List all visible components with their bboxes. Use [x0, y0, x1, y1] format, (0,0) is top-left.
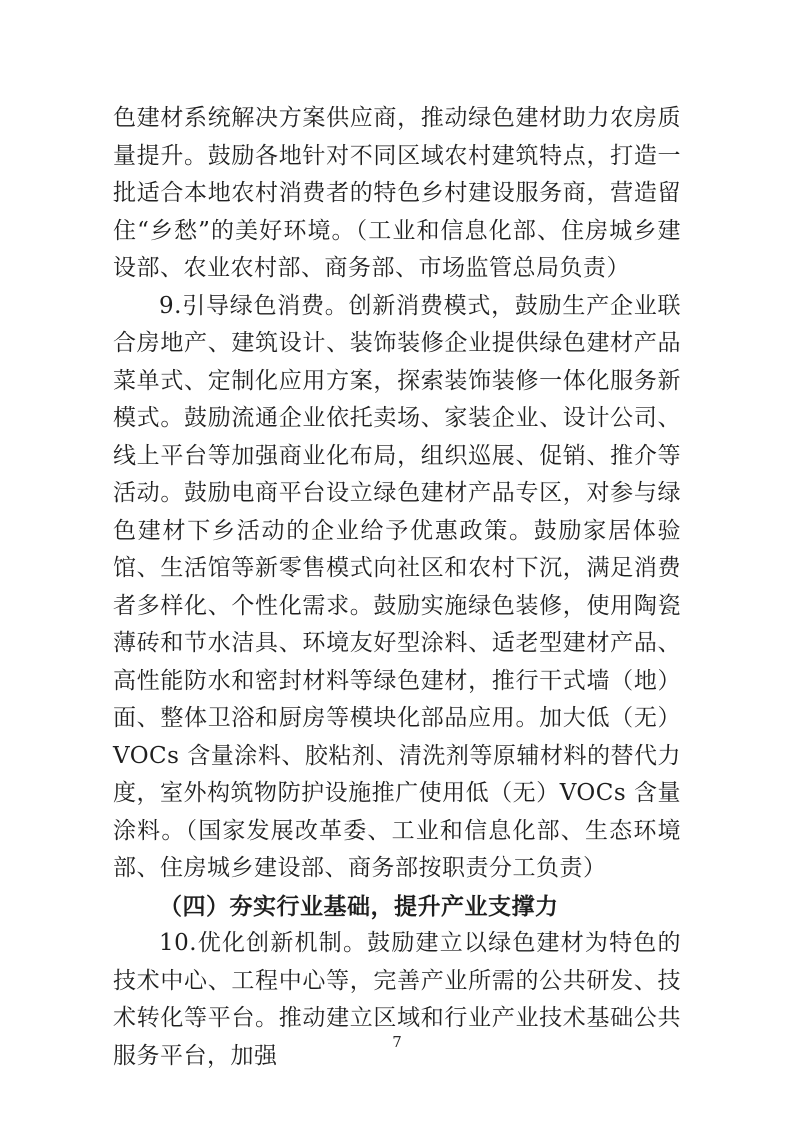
paragraph-item-9-green-consumption: 9.引导绿色消费。创新消费模式，鼓励生产企业联合房地产、建筑设计、装饰装修企业提供绿色建材产品菜单式、定制化应用方案，探索装饰装修一体化服务新模式。鼓励流通企业依托卖场、家装企业、设计公司、线上平台等加强商业化布局，组织巡展、促销、推介等活动。鼓励电商平台设立绿色建材产品专区，对参与绿色建材下乡活动的企业给予优惠政策。鼓励家居体验馆、生活馆等新零售模式向社区和农村下沉，满足消费者多样化、个性化需求。鼓励实施绿色装修，使用陶瓷薄砖和节水洁具、环境友好型涂料、适老型建材产品、高性能防水和密封材料等绿色建材，推行干式墙（地）面、整体卫浴和厨房等模块化部品应用。加大低（无）VOCs 含量涂料、胶粘剂、清洗剂等原辅材料的替代力度，室外构筑物防护设施推广使用低（无）VOCs 含量涂料。（国家发展改革委、工业和信息化部、生态环境部、住房城乡建设部、商务部按职责分工负责）: [113, 292, 681, 881]
paragraph-continuation: 色建材系统解决方案供应商，推动绿色建材助力农房质量提升。鼓励各地针对不同区域农村建筑特点，打造一批适合本地农村消费者的特色乡村建设服务商，营造留住“乡愁”的美好环境。（工业和信息化部、住房城乡建设部、农业农村部、商务部、市场监管总局负责）: [113, 105, 681, 281]
page-footer: [0, 1032, 794, 1051]
section-heading-4: （四）夯实行业基础，提升产业支撑力: [159, 892, 559, 920]
paragraph-item-10-innovation-mechanism: 10.优化创新机制。鼓励建立以绿色建材为特色的技术中心、工程中心等，完善产业所需的公共研发、技术转化等平台。推动建立区域和行业产业技术基础公共服务平台，加强: [113, 930, 681, 1069]
document-content: [113, 100, 681, 1075]
page-number: 7: [392, 1033, 402, 1051]
